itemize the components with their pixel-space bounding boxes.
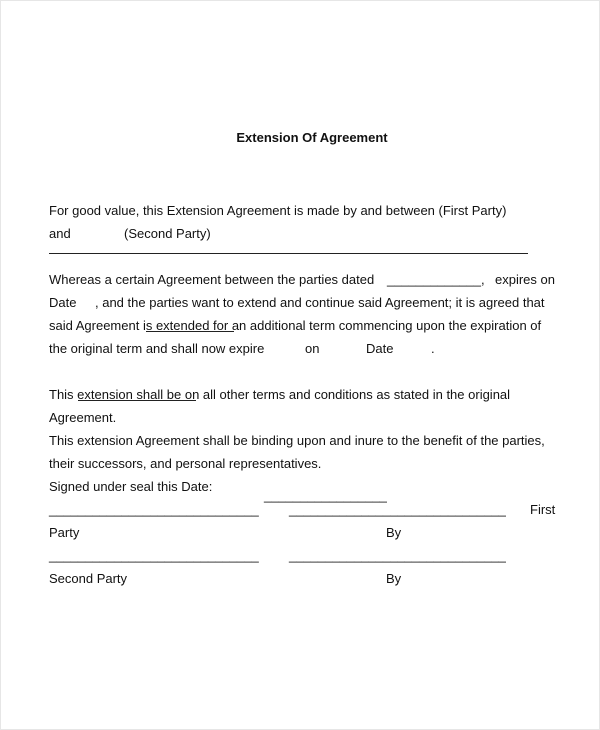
section-divider xyxy=(49,253,528,254)
terms-line-2: Agreement. xyxy=(49,410,117,425)
signed-date-line: _________________ xyxy=(264,488,387,503)
expires-on: expires on xyxy=(495,272,555,287)
signature-line-right-2: ______________________________ xyxy=(289,548,506,563)
whereas-line-2: , and the parties want to extend and continue said Agreement; it is agreed that xyxy=(95,295,545,310)
extended-underline xyxy=(146,331,234,332)
extension-underline xyxy=(78,400,196,401)
dated-blank: _____________, xyxy=(387,272,485,287)
expire-on: on xyxy=(305,341,320,356)
by-label-2: By xyxy=(386,571,402,586)
expire-date: Date xyxy=(366,341,394,356)
by-label-1: By xyxy=(386,525,402,540)
terms-line-4: their successors, and personal representatives. xyxy=(49,456,322,471)
whereas-line-1: Whereas a certain Agreement between the parties dated xyxy=(49,272,375,287)
intro-and: and xyxy=(49,226,71,241)
signature-line-right-1: ______________________________ xyxy=(289,502,506,517)
whereas-line-3: said Agreement is extended for an additional term commencing upon the expiration of xyxy=(49,318,542,333)
document-title: Extension Of Agreement xyxy=(236,130,388,145)
terms-line-1: This extension shall be on all other terms and conditions as stated in the original xyxy=(49,387,511,402)
party-word: Party xyxy=(49,525,80,540)
intro-line-1: For good value, this Extension Agreement is made by and between (First Party) xyxy=(49,203,507,218)
terms-line-3: This extension Agreement shall be binding upon and inure to the benefit of the parties, xyxy=(49,433,545,448)
signed-label: Signed under seal this Date: xyxy=(49,479,213,494)
signature-line-left-2: _____________________________ xyxy=(49,548,259,563)
whereas-line-4: the original term and shall now expire xyxy=(49,341,265,356)
expire-period: . xyxy=(431,341,435,356)
whereas-date: Date xyxy=(49,295,77,310)
intro-second-party: (Second Party) xyxy=(124,226,211,241)
second-party-label: Second Party xyxy=(49,571,128,586)
signature-line-left-1: _____________________________ xyxy=(49,502,259,517)
first-word: First xyxy=(530,502,556,517)
